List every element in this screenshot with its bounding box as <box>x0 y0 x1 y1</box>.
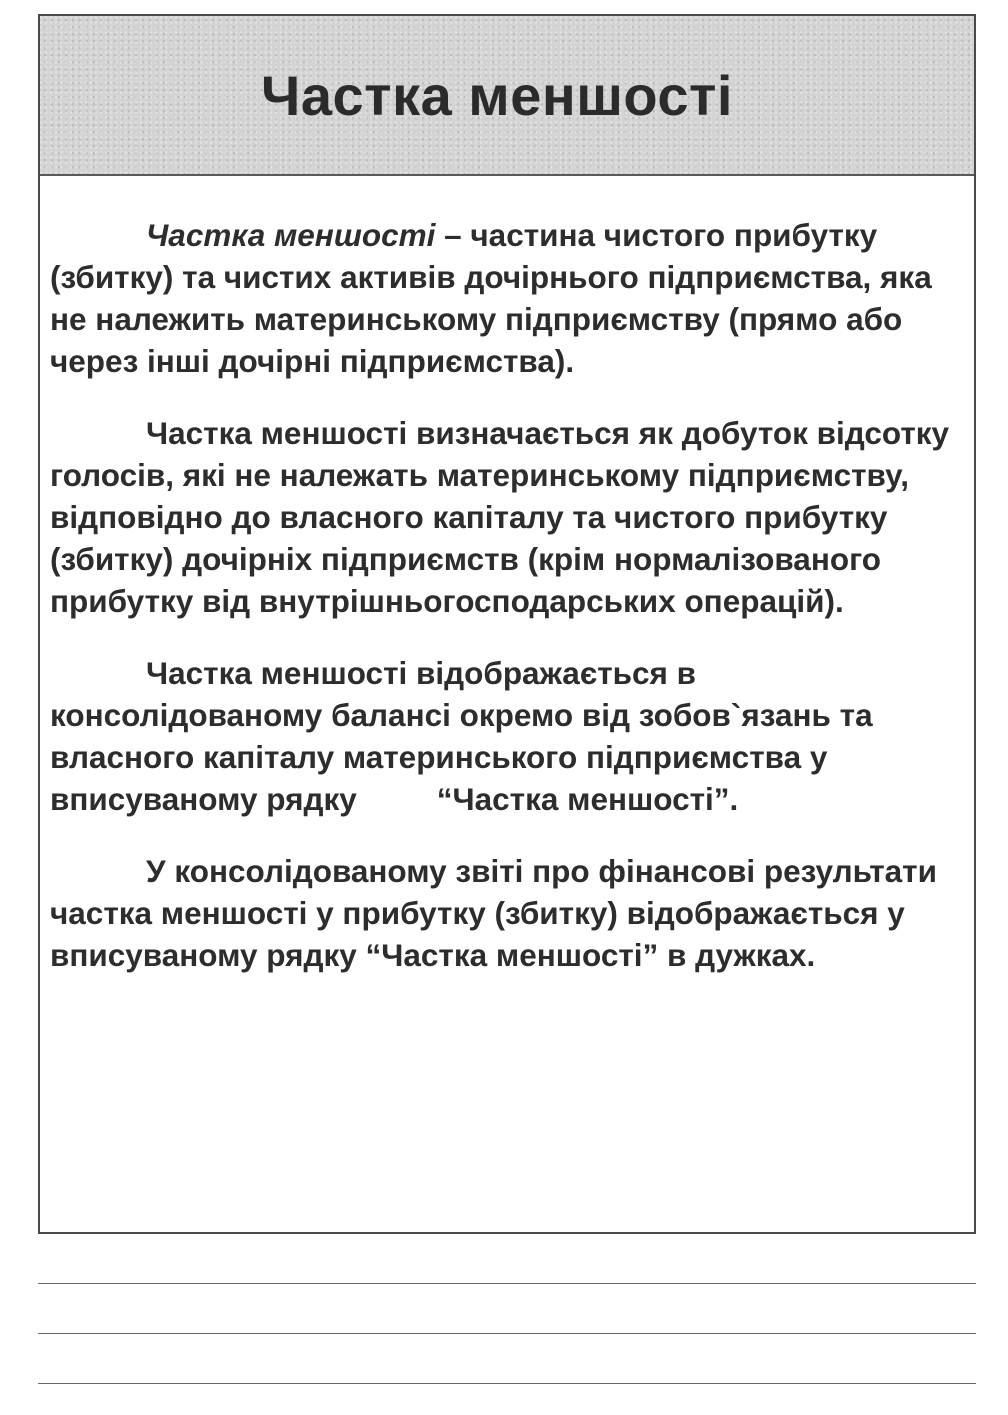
writing-line <box>38 1383 976 1384</box>
paragraph-income-statement: У консолідованому звіті про фінансові результати частка меншості у прибутку (збитку) відображається у вписуваному рядку “Частка меншості” в дужках. <box>50 853 937 973</box>
paragraph-definition <box>50 214 956 382</box>
body-text <box>50 214 956 1006</box>
writing-line <box>38 1333 976 1334</box>
content-frame <box>38 14 976 1234</box>
title-banner <box>40 16 974 176</box>
paragraph-balance <box>50 652 956 820</box>
defined-term: Частка меншості <box>146 217 436 253</box>
writing-line <box>38 1283 976 1284</box>
balance-quoted-line: “Частка меншості”. <box>436 781 739 817</box>
page-title: Частка меншості <box>261 63 733 127</box>
definition-text: – частина чистого прибутку (збитку) та чистих активів дочірнього підприємства, яка не належить материнському підприємству (прямо або через інші дочірні підприємства). <box>50 217 932 379</box>
paragraph-calculation: Частка меншості визначається як добуток відсотку голосів, які не належать материнському підприємству, відповідно до власного капіталу та чистого прибутку (збитку) дочірніх підприємств (крім нормалізованого прибутку від внутрішньогосподарських операцій). <box>50 415 950 619</box>
balance-text: Частка меншості відображається в консолідованому балансі окремо від зобов`язань та власного капіталу материнського підприємства у вписуваному рядку <box>50 655 873 817</box>
